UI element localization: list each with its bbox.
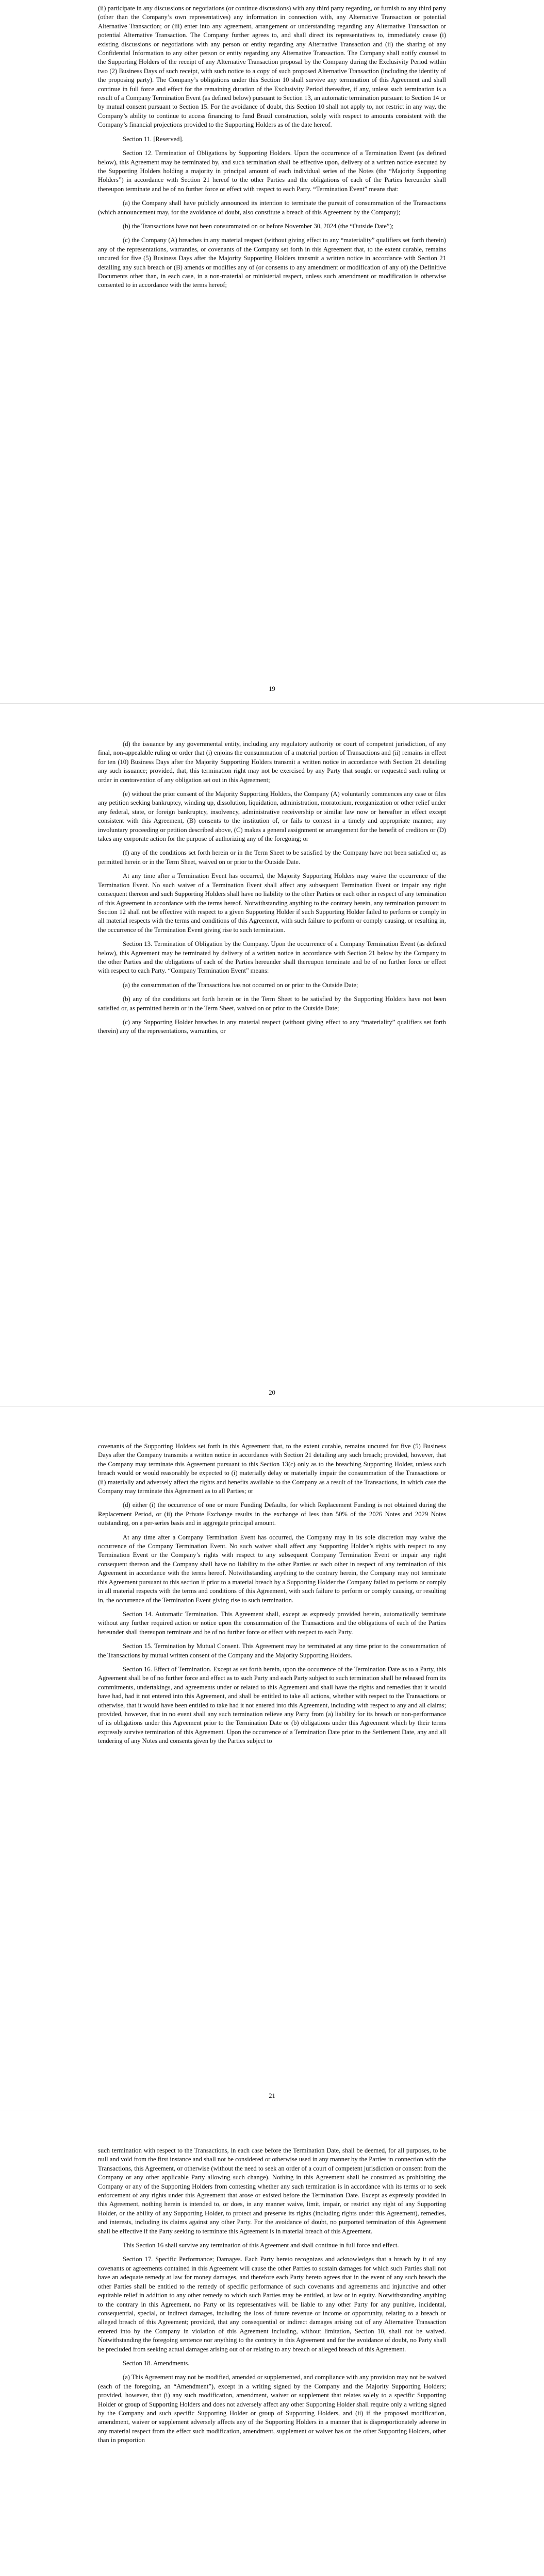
paragraph: covenants of the Supporting Holders set forth in this Agreement that, to the extent curable, remains uncured for five (5) Business Days after the Company transmits a written notice in accordance with Section 21 detailing any such breach; provided, however, that the Company may terminate this Agreement pursuant to this Section 13(c) only as to the breaching Supporting Holder, unless such breach would or would reasonably be expected to (i) materially delay or materially impair the consummation of the Transactions or (ii) materially and adversely affect the rights and benefits available to the Company as a result of the Transactions, in which case the Company may terminate this Agreement as to all Parties; or [98, 1443, 446, 1495]
paragraph: (e) without the prior consent of the Majority Supporting Holders, the Company (A) voluntarily commences any case or files any petition seeking bankruptcy, winding up, dissolution, liquidation, administration, moratorium, reorganization or other relief under any federal, state, or foreign bankruptcy, insolvency, administrative receivership or similar law now or hereafter in effect except consistent with this Agreement, (B) consents to the institution of, or fails to contest in a timely and appropriate manner, any involuntary proceeding or petition described above, (C) makes a general assignment or arrangement for the benefit of creditors or (D) takes any corporate action for the purpose of authorizing any of the foregoing; or [98, 790, 446, 843]
paragraph: (ii) participate in any discussions or negotiations (or continue discussions) with any third party regarding, or furnish to any third party (other than the Company’s own representatives) any information in connection with, any Alternative Transaction or potential Alternative Transaction; or (iii) enter into any agreement, arrangement or understanding regarding any Alternative Transaction or potential Alternative Transaction. The Company further agrees to, and shall direct its representatives to, immediately cease (i) existing discussions or negotiations with any person or entity regarding any Alternative Transaction and (ii) the sharing of any Confidential Information to any other person or entity regarding any Alternative Transaction. The Company shall notify counsel to the Supporting Holders of the receipt of any Alternative Transaction proposal by the Company during the Exclusivity Period within two (2) Business Days of such receipt, with such notice to a copy of such proposed Alternative Transaction (including the identity of the proposing party). The Company’s obligations under this Section 10 shall survive any termination of this Agreement and shall continue in full force and effect for the remaining duration of the Exclusivity Period thereafter, if any, unless such termination is a result of a Company Termination Event (as defined below) pursuant to Section 13, an automatic termination pursuant to Section 14 or by mutual consent pursuant to Section 15. For the avoidance of doubt, this Section 10 shall not apply to, nor restrict in any way, the Company’s ability to continue to access financing to fund Brazil construction, solely with respect to amounts consistent with the Company’s financial projections provided to the Supporting Holders as of the date hereof. [98, 5, 446, 129]
paragraph: Section 11. [Reserved]. [123, 135, 184, 143]
paragraph: (a) This Agreement may not be modified, amended or supplemented, and compliance with any provision may not be waived (each of the foregoing, an “Amendment”), except in a writing signed by the Company and the Majority Supporting Holders; provided, however, that (i) any such modification, amendment, waiver or supplement that relates solely to a specific Supporting Holder or group of Supporting Holders and does not adversely affect any other Supporting Holder shall require only a writing signed by the Company and such specific Supporting Holder or group of Supporting Holders, and (ii) if the proposed modification, amendment, waiver or supplement adversely affects any of the Supporting Holders in a manner that is disproportionately adverse in any material respect from the effect such modification, amendment, supplement or waiver has on the other Supporting Holders, other than in proportion [98, 2374, 446, 2444]
paragraph: (f) any of the conditions set forth herein or in the Term Sheet to be satisfied by the Company have not been satisfied or, as permitted herein or in the Term Sheet, waived on or prior to the Outside Date. [98, 849, 446, 866]
paragraph: (b) the Transactions have not been consummated on or before November 30, 2024 (the “Outside Date”); [123, 222, 394, 230]
paragraph: (d) either (i) the occurrence of one or more Funding Defaults, for which Replacement Funding is not obtained during the Replacement Period, or (ii) the Private Exchange results in the exchange of less than 50% of the 2026 Notes and 2029 Notes outstanding, on a per-series basis and in aggregate principal amount. [98, 1501, 446, 1527]
paragraph: Section 16. Effect of Termination. Except as set forth herein, upon the occurrence of the Termination Date as to a Party, this Agreement shall be of no further force and effect as to such Party and each Party subject to such termination shall be released from its commitments, undertakings, and agreements under or related to this Agreement and shall have the rights and remedies that it would have had, had it not entered into this Agreement, and shall be entitled to take all actions, whether with respect to the Transactions or otherwise, that it would have been entitled to take had it not entered into this Agreement, including with respect to any and all claims; provided, however, that in no event shall any such termination relieve any Party from (a) liability for its breach or non-performance of its obligations under this Agreement prior to the Termination Date or (b) obligations under this Agreement which by their terms expressly survive termination of this Agreement. Upon the occurrence of a Termination Date prior to the Settlement Date, any and all tendering of any Notes and consents given by the Parties subject to [98, 1665, 446, 1745]
paragraph: This Section 16 shall survive any termination of this Agreement and shall continue in full force and effect. [123, 2242, 399, 2249]
page-body [98, 2146, 446, 2445]
page-number: 19 [269, 685, 275, 692]
page-number: 21 [269, 2092, 275, 2099]
paragraph: Section 14. Automatic Termination. This Agreement shall, except as expressly provided herein, automatically terminate without any further required action or notice upon the consummation of the Transactions and the obligations of each of the Parties hereunder shall thereupon terminate and be of no further force or effect with respect to each Party. [98, 1610, 446, 1636]
page-body [98, 1442, 446, 1746]
paragraph: (c) any Supporting Holder breaches in any material respect (without giving effect to any “materiality” qualifiers set forth therein) any of the representations, warranties, or [98, 1018, 446, 1035]
paragraph: (b) any of the conditions set forth herein or in the Term Sheet to be satisfied by the Supporting Holders have not been satisfied or, as permitted herein or in the Term Sheet, waived on or prior to the Outside Date; [98, 995, 446, 1012]
paragraph: Section 18. Amendments. [123, 2359, 190, 2367]
paragraph: Section 17. Specific Performance; Damages. Each Party hereto recognizes and acknowledges that a breach by it of any covenants or agreements contained in this Agreement will cause the other Parties to sustain damages for which such Parties shall not have an adequate remedy at law for money damages, and therefore each Party hereto agrees that in the event of any such breach the other Parties shall be entitled to the remedy of specific performance of such covenants and agreements and injunctive and other equitable relief in addition to any other remedy to which such Parties may be entitled, at law or in equity. Notwithstanding anything to the contrary in this Agreement, no Party or its representatives will be liable to any other Party for any punitive, incidental, consequential, special, or indirect damages, including the loss of future revenue or income or opportunity, relating to a breach or alleged breach of this Agreement; provided, that any consequential or indirect damages arising out of any Alternative Transaction entered into by the Company in violation of this Agreement including, without limitation, Section 10, shall not be waived. Notwithstanding the foregoing sentence nor anything to the contrary in this Agreement and for the avoidance of doubt, no Party shall be precluded from seeking actual damages arising out of or relating to any breach or alleged breach of this Agreement. [98, 2256, 446, 2353]
paragraph: At any time after a Company Termination Event has occurred, the Company may in its sole discretion may waive the occurrence of the Company Termination Event. No such waiver shall affect any Supporting Holder’s rights with respect to any Termination Event or the Company’s rights with respect to any subsequent Company Termination Event or impair any right consequent thereon and the Company shall have no liability to the other Parties or each other in respect of any termination of this Agreement in accordance with the terms hereof. Notwithstanding anything to the contrary herein, the Company may not terminate this Agreement pursuant to this section if prior to a material breach by a Supporting Holder the Company failed to perform or comply in all material respects with the terms and conditions of this Agreement, with such failure to perform or comply causing, or resulting in, the occurrence of the Termination Event giving rise to such termination. [98, 1533, 446, 1604]
document-page-22 [0, 2110, 544, 2576]
document-page-19 [0, 0, 544, 703]
paragraph: (d) the issuance by any governmental entity, including any regulatory authority or court of competent jurisdiction, of any final, non-appealable ruling or order that (i) enjoins the consummation of a material portion of Transactions and (ii) remains in effect for ten (10) Business Days after the Majority Supporting Holders transmit a written notice in accordance with Section 21 detailing any such issuance; provided, that, this termination right may not be exercised by any Party that sought or requested such ruling or order in contravention of any obligation set out in this Agreement; [98, 740, 446, 784]
paragraph: such termination with respect to the Transactions, in each case before the Termination Date, shall be deemed, for all purposes, to be null and void from the first instance and shall not be considered or otherwise used in any manner by the Parties in connection with the Transactions, this Agreement, or otherwise (without the need to seek an order of a court of competent jurisdiction or consent from the Company or any other applicable Party allowing such change). Nothing in this Agreement shall be construed as prohibiting the Company or any of the Supporting Holders from contesting whether any such termination is in accordance with its terms or to seek enforcement of any rights under this Agreement that arose or existed before the Termination Date. Except as expressly provided in this Agreement, nothing herein is intended to, or does, in any manner waive, limit, impair, or restrict any right of any Supporting Holder, or the ability of any Supporting Holder, to protect and preserve its rights (including rights under this Agreement), remedies, and interests, including its claims against any other Party. For the avoidance of doubt, no purported termination of this Agreement shall be effective if the Party seeking to terminate this Agreement is in material breach of this Agreement. [98, 2147, 446, 2235]
page-body [98, 4, 446, 290]
paragraph: At any time after a Termination Event has occurred, the Majority Supporting Holders may waive the occurrence of the Termination Event. No such waiver of a Termination Event shall affect any subsequent Termination Event or impair any right consequent thereon and such Supporting Holders shall have no liability to the other Parties or each other in respect of any termination of this Agreement in accordance with the terms hereof. Notwithstanding anything to the contrary herein, any termination pursuant to Section 12 shall not be effective with respect to a given Supporting Holder if such Supporting Holder failed to perform or comply in all material respects with the terms and conditions of this Agreement, with such failure to perform or comply causing, or resulting in, the occurrence of the Termination Event giving rise to such termination. [98, 872, 446, 934]
paragraph: (c) the Company (A) breaches in any material respect (without giving effect to any “materiality” qualifiers set forth therein) any of the representations, warranties, or covenants of the Company set forth in this Agreement that, to the extent curable, remains uncured for five (5) Business Days after the Majority Supporting Holders transmit a written notice in accordance with Section 21 detailing any such breach or (B) amends or modifies any of (or consents to any amendment or modification of any of) the Definitive Documents other than, in each case, in a non-material or ministerial respect, unless such amendment or modification is otherwise consented to in accordance with the terms hereof; [98, 236, 446, 289]
paragraph: Section 13. Termination of Obligation by the Company. Upon the occurrence of a Company Termination Event (as defined below), this Agreement may be terminated by delivery of a written notice in accordance with Section 21 below by the Company to the other Parties and the obligations of each of the Parties hereunder shall thereupon terminate and be of no further force or effect with respect to each Party. “Company Termination Event” means: [98, 940, 446, 975]
document-page-20 [0, 703, 544, 1406]
paragraph: Section 15. Termination by Mutual Consent. This Agreement may be terminated at any time prior to the consummation of the Transactions by mutual written consent of the Company and the Majority Supporting Holders. [98, 1642, 446, 1659]
paragraph: (a) the consummation of the Transactions has not occurred on or prior to the Outside Date; [123, 981, 358, 989]
document-page-21 [0, 1406, 544, 2110]
paragraph: (a) the Company shall have publicly announced its intention to terminate the pursuit of consummation of the Transactions (which announcement may, for the avoidance of doubt, also constitute a breach of this Agreement by the Company); [98, 199, 446, 216]
page-body [98, 740, 446, 1036]
paragraph: Section 12. Termination of Obligations by Supporting Holders. Upon the occurrence of a Termination Event (as defined below), this Agreement may be terminated by, and such termination shall be effective upon, delivery of a written notice executed by the Supporting Holders holding a majority in principal amount of each individual series of the Notes (the “Majority Supporting Holders”) in accordance with Section 21 hereof to the other Parties and the obligations of each of the Parties hereunder shall thereupon terminate and be of no further force or effect with respect to each Party. “Termination Event” means that: [98, 149, 446, 193]
page-number: 20 [269, 1389, 275, 1396]
